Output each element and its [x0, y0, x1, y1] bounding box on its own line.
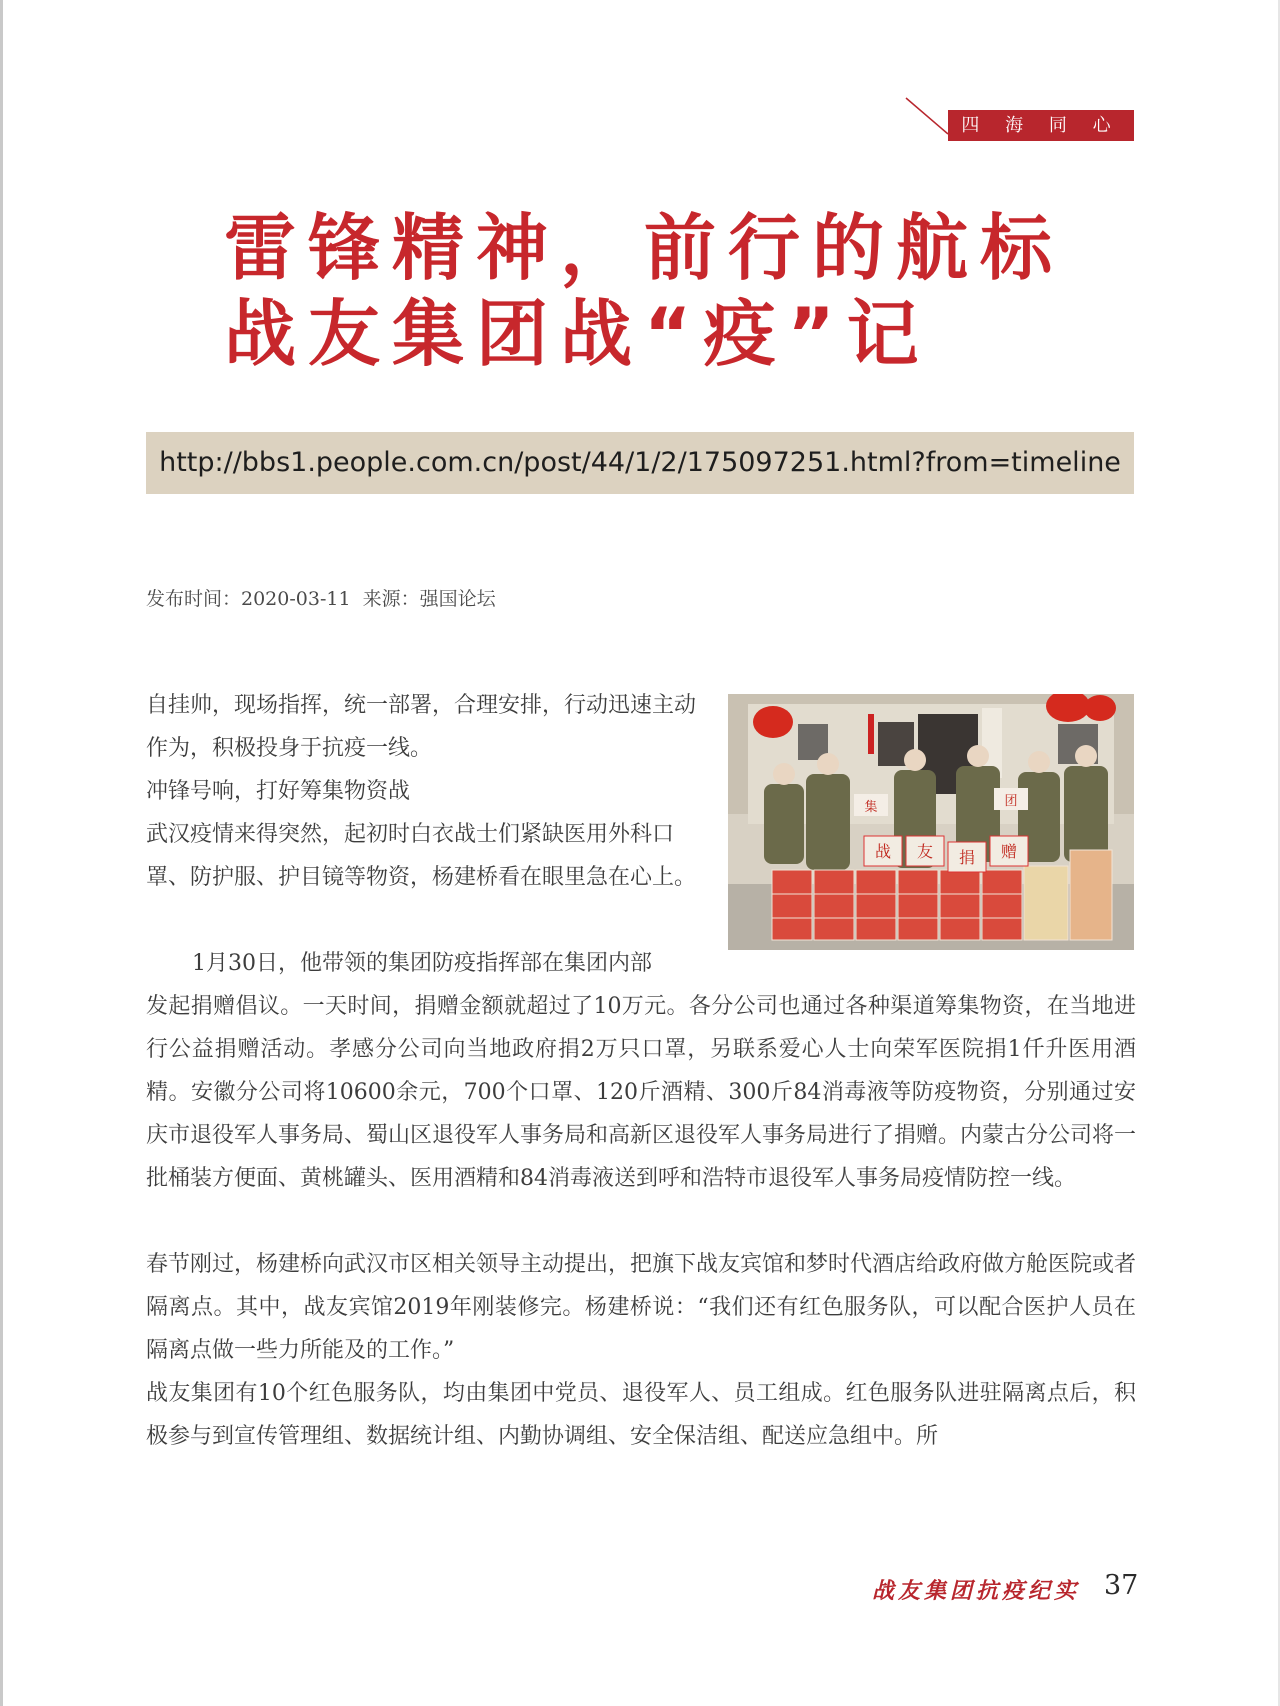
donation-photo-image [728, 694, 1134, 950]
title-line-2: 战友集团战“疫”记 [224, 292, 931, 376]
article-title [224, 205, 1124, 377]
source-name: 来源：强国论坛 [362, 588, 496, 610]
url-banner [146, 432, 1134, 494]
photo-banner-char-1: 集 [864, 800, 878, 815]
paragraph-5: 春节刚过，杨建桥向武汉市区相关领导主动提出，把旗下战友宾馆和梦时代酒店给政府做方舱医院或者隔离点。其中，战友宾馆2019年刚装修完。杨建桥说：“我们还有红色服务队，可以配合医护人员在隔离点做一些力所能及的工作。” [146, 1252, 1137, 1363]
page-number: 37 [1104, 1570, 1139, 1601]
photo-box-char-3: 捐 [958, 848, 976, 867]
photo-box-char-4: 赠 [1000, 842, 1018, 861]
paragraph-6: 战友集团有10个红色服务队，均由集团中党员、退役军人、员工组成。红色服务队进驻隔离点后，积极参与到宣传管理组、数据统计组、内勤协调组、安全保洁组、配送应急组中。所 [146, 1381, 1136, 1449]
photo-box-char-2: 友 [916, 842, 934, 861]
photo-box-char-1: 战 [874, 842, 892, 861]
source-url[interactable]: http://bbs1.people.com.cn/post/44/1/2/175097251.html?from=timeline [159, 447, 1121, 478]
donation-photo [728, 694, 1134, 950]
footer-publication-title: 战友集团抗疫纪实 [872, 1579, 1081, 1604]
paragraph-4-continued: 发起捐赠倡议。一天时间，捐赠金额就超过了10万元。各分公司也通过各种渠道筹集物资，在当地进行公益捐赠活动。孝感分公司向当地政府捐2万只口罩，另联系爱心人士向荣军医院捐1仟升医用酒精。安徽分公司将10600余元，700个口罩、120斤酒精、300斤84消毒液等防疫物资，分别通过安庆市退役军人事务局、蜀山区退役军人事务局和高新区退役军人事务局进行了捐赠。内蒙古分公司将一批桶装方便面、黄桃罐头、医用酒精和84消毒液送到呼和浩特市退役军人事务局疫情防控一线。 [146, 994, 1137, 1191]
title-line-1: 雷锋精神，前行的航标 [224, 206, 1065, 290]
section-heading: 冲锋号响，打好筹集物资战 [146, 779, 411, 804]
paragraph-1: 自挂帅，现场指挥，统一部署，合理安排，行动迅速主动作为，积极投身于抗疫一线。 [146, 693, 697, 761]
paragraph-3: 武汉疫情来得突然，起初时白衣战士们紧缺医用外科口罩、防护服、护目镜等物资，杨建桥看在眼里急在心上。 [146, 822, 697, 890]
section-tag: 四 海 同 心 [948, 110, 1134, 141]
page-edge-left [0, 0, 3, 1706]
publish-date: 发布时间：2020-03-11 [146, 588, 351, 610]
article-meta [146, 584, 502, 611]
photo-banner-char-2: 团 [1004, 794, 1018, 809]
paragraph-4-start: 1月30日，他带领的集团防疫指挥部在集团内部 [192, 951, 652, 976]
